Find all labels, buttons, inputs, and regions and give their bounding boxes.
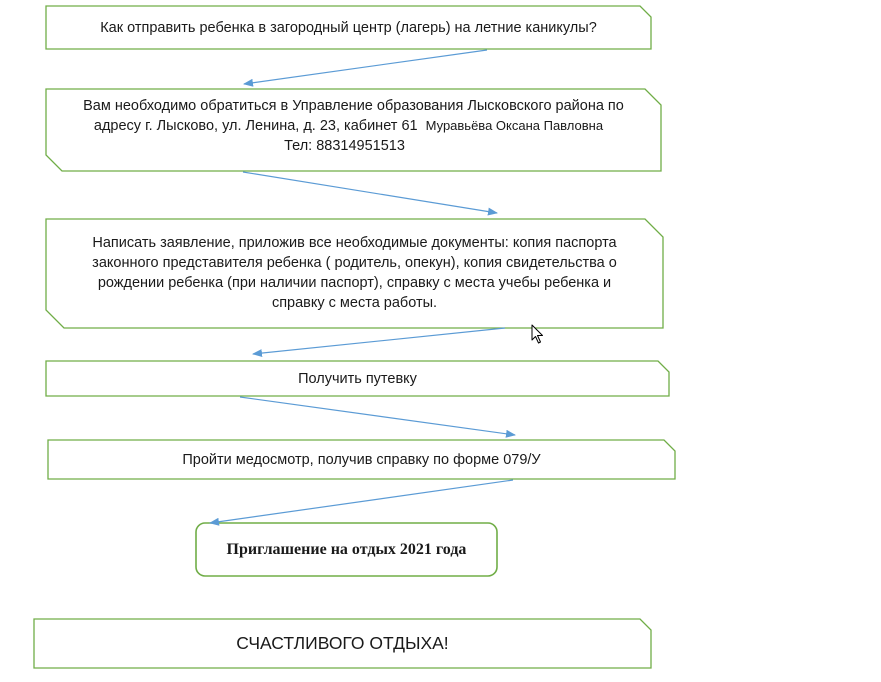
closing-text: СЧАСТЛИВОГО ОТДЫХА! [236,633,449,653]
question-box [46,6,651,49]
application-box [46,230,663,316]
contact-address: адресу г. Лысково, ул. Ленина, д. 23, кабинет 61 [93,118,418,134]
arrow-voucher-to-medical [240,397,515,435]
medical-box [48,440,675,479]
arrow-application-to-voucher [253,328,505,354]
question-text: Как отправить ребенка в загородный центр (лагерь) на летние каникулы? [100,19,597,36]
medical-text: Пройти медосмотр, получив справку по форме 079/У [182,451,541,468]
application-line4: справку с места работы. [271,295,438,311]
application-line3: рождении ребенка (при наличии паспорт), справку с места учебы ребенка и [97,275,612,291]
mouse-pointer-icon [531,324,545,346]
contact-person: Муравьёва Оксана Павловна [425,118,604,133]
voucher-box [46,361,669,396]
arrow-contact-to-application [243,172,497,213]
voucher-text: Получить путевку [298,370,417,387]
invitation-text: Приглашение на отдых 2021 года [226,540,467,558]
contact-phone: Тел: 88314951513 [284,138,405,154]
application-line2: законного представителя ребенка ( родитель, опекун), копия свидетельства о [92,255,617,271]
invitation-box [196,523,497,576]
contact-box [46,96,661,162]
contact-line2-row [94,116,603,136]
application-line1: Написать заявление, приложив все необходимые документы: копия паспорта [92,235,617,251]
arrow-medical-to-invitation [210,480,513,523]
closing-box [34,619,651,668]
arrow-question-to-contact [244,50,487,84]
contact-line1: Вам необходимо обратиться в Управление образования Лысковского района по [83,98,624,114]
